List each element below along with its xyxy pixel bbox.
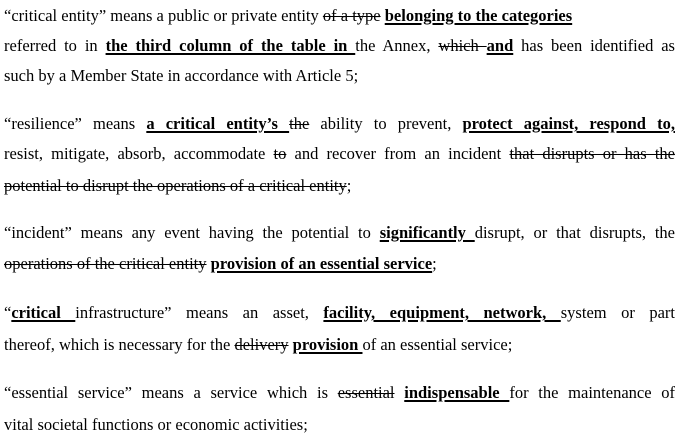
deleted-text: essential — [337, 383, 395, 402]
body-text: ; — [432, 254, 437, 273]
inserted-text: provision — [292, 335, 363, 354]
deleted-text: that disrupts or has the — [509, 144, 675, 163]
body-text: resist, mitigate, absorb, accommodate — [4, 144, 274, 163]
text-line — [4, 334, 512, 356]
inserted-text: provision of an essential service — [210, 254, 433, 273]
body-text: ; — [346, 176, 352, 195]
deleted-text: the — [289, 114, 310, 133]
inserted-text: indispensable — [404, 383, 510, 402]
body-text: “critical entity” means a public or private entity — [4, 6, 323, 25]
deleted-text: which — [438, 36, 487, 55]
text-line — [4, 113, 675, 135]
body-text: disrupt, or that disrupts, the — [474, 223, 675, 242]
body-text: for the maintenance of — [509, 383, 675, 402]
text-line — [4, 414, 308, 436]
body-text: “resilience” means — [4, 114, 147, 133]
body-text: “essential service” means a service which is — [4, 383, 338, 402]
text-line — [4, 253, 437, 275]
text-line — [4, 35, 675, 57]
body-text: of an essential service; — [362, 335, 513, 354]
body-text: and recover from an incident — [286, 144, 510, 163]
text-line — [4, 382, 675, 404]
text-line — [4, 65, 358, 87]
inserted-text: protect against, respond to, — [462, 114, 675, 133]
deleted-text: of a type — [322, 6, 381, 25]
text-line — [4, 143, 675, 165]
body-text: vital societal functions or economic activities; — [4, 415, 308, 434]
deleted-text: operations of the critical entity — [4, 254, 207, 273]
body-text: “ — [4, 303, 12, 322]
body-text: such by a Member State in accordance with Article 5; — [4, 66, 359, 85]
inserted-text: the third column of the table in — [105, 36, 356, 55]
body-text: “incident” means any event having the potential to — [4, 223, 380, 242]
text-line — [4, 175, 351, 197]
body-text — [395, 383, 405, 402]
inserted-text: critical — [11, 303, 76, 322]
body-text: referred to in — [4, 36, 106, 55]
inserted-text: a critical entity’s — [146, 114, 290, 133]
text-line — [4, 5, 572, 27]
deleted-text: delivery — [234, 335, 289, 354]
body-text: infrastructure” means an asset, — [75, 303, 324, 322]
inserted-text: belonging to the categories — [384, 6, 573, 25]
text-line — [4, 222, 675, 244]
deleted-text: potential to disrupt the operations of a critical entity — [4, 176, 347, 195]
inserted-text: and — [486, 36, 514, 55]
body-text: the Annex, — [355, 36, 439, 55]
inserted-text: significantly — [379, 223, 475, 242]
body-text: thereof, which is necessary for the — [4, 335, 235, 354]
deleted-text: to — [273, 144, 287, 163]
body-text: ability to prevent, — [309, 114, 463, 133]
body-text: system or part — [560, 303, 675, 322]
inserted-text: facility, equipment, network, — [323, 303, 561, 322]
body-text: has been identified as — [513, 36, 675, 55]
text-line — [4, 302, 675, 324]
